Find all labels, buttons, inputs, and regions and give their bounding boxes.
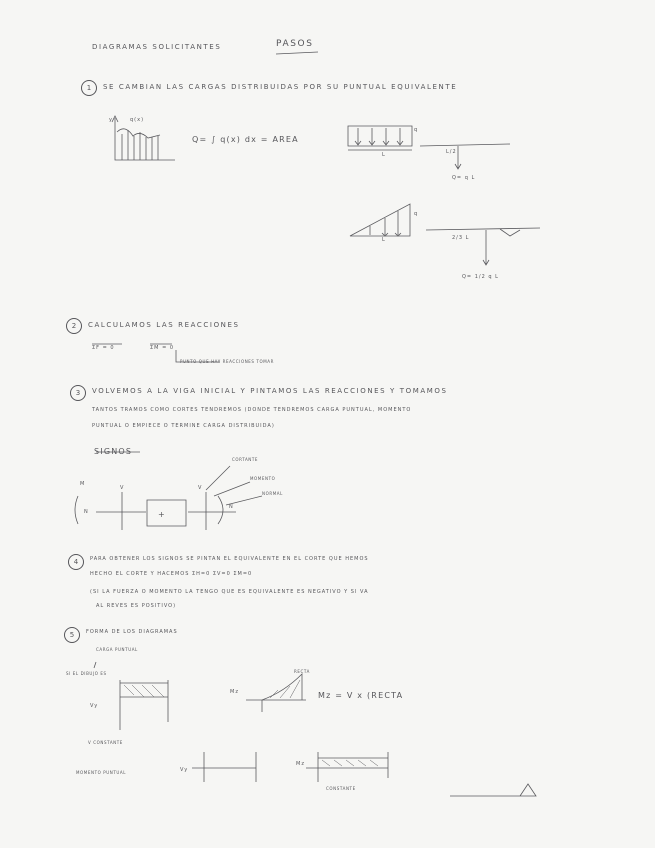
sign-convention-sketch [75, 452, 262, 530]
mz-label-1: Mz [230, 689, 239, 695]
tri-twothirds-label: 2/3 L [452, 235, 470, 241]
step-4-line-1: PARA OBTENER LOS SIGNOS SE PINTAN EL EQUIVALENTE EN EL CORTE QUE HEMOS [90, 556, 369, 562]
page-title: DIAGRAMAS SOLICITANTES [92, 43, 222, 51]
v-constante-label: V CONSTANTE [88, 740, 123, 745]
label-momento: MOMENTO [250, 476, 276, 481]
label-normal: NORMAL [262, 491, 283, 496]
step-4-number: 4 [68, 554, 84, 570]
rectangular-load-sketch [348, 126, 510, 169]
integral-formula: Q= ∫ q(x) dx = AREA [192, 135, 299, 144]
signos-v-right: V [198, 485, 203, 491]
label-cortante: CORTANTE [232, 457, 259, 462]
reactions-note: PUNTO QUE HAY REACCIONES TOMAR [180, 359, 274, 364]
sum-moments-eq: ΣM = 0 [150, 345, 175, 351]
subtitle-underline [276, 52, 318, 54]
signos-heading: SIGNOS [94, 447, 133, 456]
rect-q-label: q [414, 127, 419, 133]
step-3-line-2: TANTOS TRAMOS COMO CORTES TENDREMOS (DONDE TENDREMOS CARGA PUNTUAL, MOMENTO [92, 407, 412, 413]
vy-label-2: Vy [180, 767, 189, 773]
step-2-number: 2 [66, 318, 82, 334]
step-3-line-1: VOLVEMOS A LA VIGA INICIAL Y PINTAMOS LAS REACCIONES Y TOMAMOS [92, 387, 448, 395]
recta-label: RECTA [294, 669, 310, 674]
si-el-dibujo-label: SI EL DIBUJO ES [66, 671, 107, 676]
signos-v-left: V [120, 485, 125, 491]
signos-n-right: N [229, 504, 234, 510]
mz-equation: Mz = V x (RECTA [318, 691, 404, 700]
page-subtitle: PASOS [276, 39, 314, 49]
step-3-number: 3 [70, 385, 86, 401]
signos-plus: + [158, 510, 166, 519]
tri-l-label: L [382, 237, 386, 243]
step-5-number: 5 [64, 627, 80, 643]
rect-l-label: L [382, 152, 386, 158]
sum-forces-eq: ΣF = 0 [92, 345, 115, 351]
step-1-text: SE CAMBIAN LAS CARGAS DISTRIBUIDAS POR SU PUNTUAL EQUIVALENTE [103, 83, 458, 91]
triangular-load-sketch [350, 204, 540, 265]
constante-label: CONSTANTE [326, 786, 356, 791]
step-4-line-2: HECHO EL CORTE Y HACEMOS ΣH=0 ΣV=0 ΣM=0 [90, 571, 253, 577]
carga-puntual-label: CARGA PUNTUAL [96, 647, 138, 652]
tri-q-label: q [414, 211, 419, 217]
signos-n-left: N [84, 509, 89, 515]
mz-label-2: Mz [296, 761, 305, 767]
note-arrow [176, 350, 220, 362]
step-4-line-3: (SI LA FUERZA O MOMENTO LA TENGO QUE ES EQUIVALENTE ES NEGATIVO Y SI VA [90, 589, 369, 595]
step-2-text: CALCULAMOS LAS REACCIONES [88, 321, 240, 329]
signos-m-label: M [80, 481, 86, 487]
fig1-y-label: y [109, 117, 113, 123]
vy-label-1: Vy [90, 703, 99, 709]
rect-half-label: L/2 [446, 149, 457, 155]
step-5-text: FORMA DE LOS DIAGRAMAS [86, 629, 178, 635]
step-3-line-3: PUNTUAL O EMPIECE O TERMINE CARGA DISTRIBUIDA) [92, 423, 275, 429]
fig1-qx-label: q(x) [130, 117, 145, 123]
step-4-line-4: AL REVES ES POSITIVO) [96, 603, 177, 609]
rect-resultant-label: Q= q L [452, 175, 476, 181]
momento-puntual-label: MOMENTO PUNTUAL [76, 770, 127, 775]
tri-resultant-label: Q= 1/2 q L [462, 274, 499, 280]
diagram-shapes-sketch [94, 662, 536, 796]
step-1-number: 1 [81, 80, 97, 96]
distributed-load-sketch [112, 116, 175, 160]
